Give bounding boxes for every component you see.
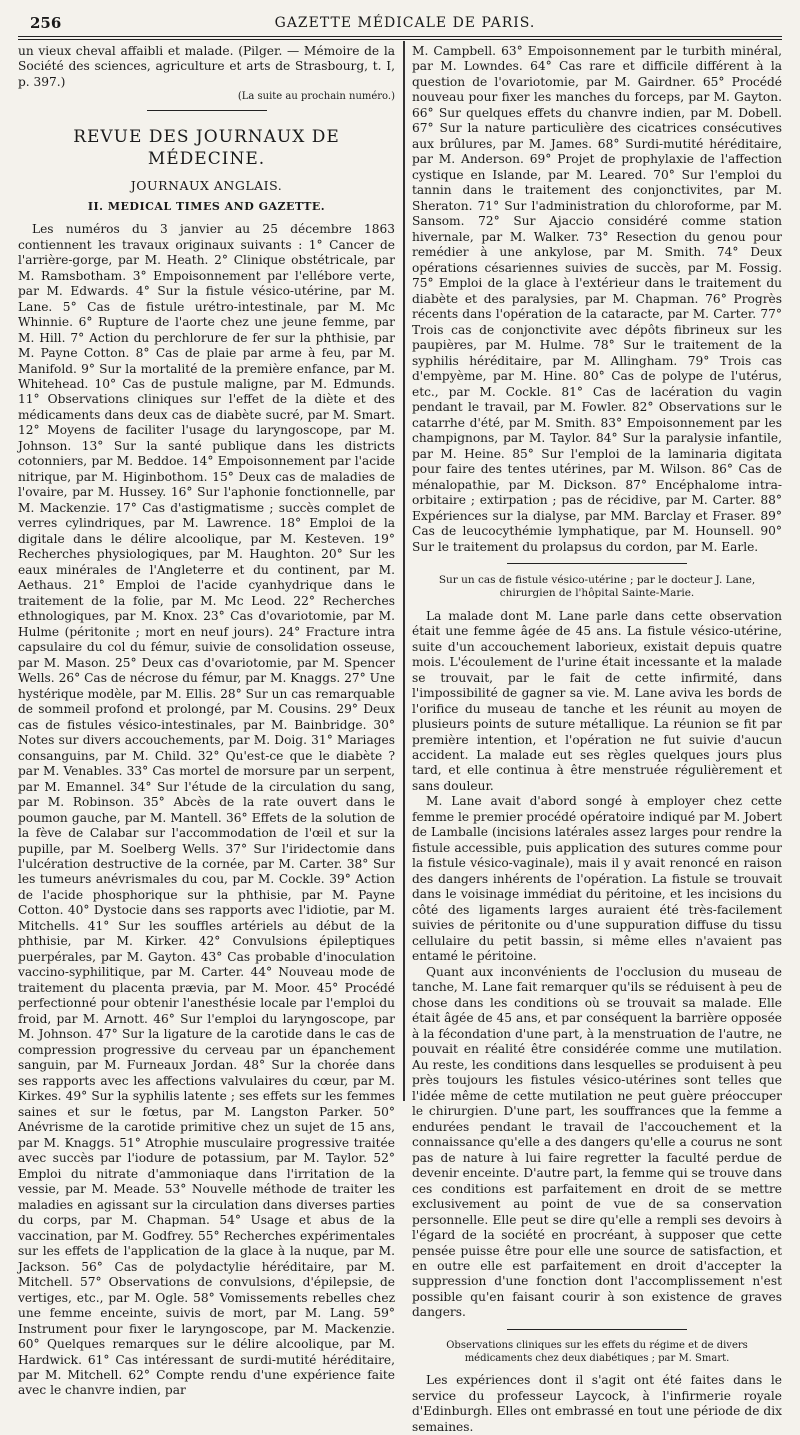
section-rule: [147, 110, 267, 111]
header-rule-secondary: [18, 39, 782, 40]
article-list-paragraph: Les numéros du 3 janvier au 25 décembre 1863 contiennent les travaux originaux suivants : 1° Cancer de l'arrière-gorge, par M. Heath. 2° Clinique obstétricale, par M. Ramsbotham. 3° Empoisonnement par l'ellébore verte, par M. Edwards. 4° Sur la fistule vésico-utérine, par M. Lane. 5° Cas de fistule urétro-intestinale, par M. Mc Whinnie. 6° Rupture de l'aorte chez une jeune femme, par M. Hill. 7° Action du perchlorure de fer sur la phthisie, par M. Payne Cotton. 8° Cas de plaie par arme à feu, par M. Manifold. 9° Sur la mortalité de la première enfance, par M. Whitehead. 10° Cas de pustule maligne, par M. Edmunds. 11° Observations cliniques sur l'effet de la diète et des médicaments dans deux cas de diabète sucré, par M. Smart. 12° Moyens de faciliter l'usage du laryngoscope, par M. Johnson. 13° Sur la santé publique dans les districts cotonniers, par M. Beddoe. 14° Empoisonnement par l'acide nitrique, par M. Higinbothom. 15° Deux cas de maladies de l'ovaire, par M. Hussey. 16° Sur l'aphonie fonctionnelle, par M. Mackenzie. 17° Cas d'astigmatisme ; succès complet de verres cylindriques, par M. Lawrence. 18° Emploi de la digitale dans le délire alcoolique, par M. Kesteven. 19° Recherches physiologiques, par M. Haughton. 20° Sur les eaux minérales de l'Angleterre et du continent, par M. Aethaus. 21° Emploi de l'acide cyanhydrique dans le traitement de la folie, par M. Mc Leod. 22° Recherches ethnologiques, par M. Knox. 23° Cas d'ovariotomie, par M. Hulme (péritonite ; mort en neuf jours). 24° Fracture intra capsulaire du col du fémur, suivie de consolidation osseuse, par M. Mason. 25° Deux cas d'ovariotomie, par M. Spencer Wells. 26° Cas de nécrose du fémur, par M. Knaggs. 27° Une hystérique modèle, par M. Ellis. 28° Sur un cas remarquable de sommeil profond et prolongé, par M. Cousins. 29° Deux cas de fistules vésico-intestinales, par M. Bainbridge. 30° Notes sur divers accouchements, par M. Doig. 31° Mariages consanguins, par M. Child. 32° Qu'est-ce que le diabète ? par M. Venables. 33° Cas mortel de morsure par un serpent, par M. Emannel. 34° Sur l'étude de la circulation du sang, par M. Robinson. 35° Abcès de la rate ouvert dans le poumon gauche, par M. Mantell. 36° Effets de la solution de la fève de Calabar sur l'accommodation de l'œil et sur la pupille, par M. Soelberg Wells. 37° Sur l'iridectomie dans l'ulcération destructive de la cornée, par M. Carter. 38° Sur les tumeurs anévrismales du cou, par M. Cockle. 39° Action de l'acide phosphorique sur la phthisie, par M. Payne Cotton. 40° Dystocie dans ses rapports avec l'idiotie, par M. Mitchells. 41° Sur les souffles artériels au début de la phthisie, par M. Kirker. 42° Convulsions épileptiques puerpérales, par M. Gayton. 43° Cas probable d'inoculation vaccino-syphilitique, par M. Carter. 44° Nouveau mode de traitement du placenta prævia, par M. Moor. 45° Procédé perfectionné pour obtenir l'anesthésie locale par l'emploi du froid, par M. Arnott. 46° Sur l'emploi du laryngoscope, par M. Johnson. 47° Sur la ligature de la carotide dans le cas de compression progressive du cerveau par un épanchement sanguin, par M. Furneaux Jordan. 48° Sur la chorée dans ses rapports avec les affections valvulaires du cœur, par M. Kirkes. 49° Sur la syphilis latente ; ses effets sur les femmes saines et sur le fœtus, par M. Langston Parker. 50° Anévrisme de la carotide primitive chez un sujet de 15 ans, par M. Knaggs. 51° Atrophie musculaire progressive traitée avec succès par l'iodure de potassium, par M. Taylor. 52° Emploi du nitrate d'ammoniaque dans l'irritation de la vessie, par M. Meade. 53° Nouvelle méthode de traiter les maladies en agissant sur la circulation dans diverses parties du corps, par M. Chapman. 54° Usage et abus de la vaccination, par M. Godfrey. 55° Recherches expérimentales sur les effets de l'application de la glace à la nuque, par M. Jackson. 56° Cas de polydactylie héréditaire, par M. Mitchell. 57° Observations de convulsions, d'épilepsie, de vertiges, etc., par M. Ogle. 58° Vomissements rebelles chez une femme enceinte, suivis de mort, par M. Lang. 59° Instrument pour fixer le laryngoscope, par M. Mackenzie. 60° Quelques remarques sur le délire alcoolique, par M. Hardwick. 61° Cas intéressant de surdi-mutité héréditaire, par M. Mitchell. 62° Compte rendu d'une expérience faite avec le chanvre indien, par: [18, 222, 395, 1398]
continuation-note: (La suite au prochain numéro.): [237, 91, 395, 103]
article-paragraph: La malade dont M. Lane parle dans cette observation était une femme âgée de 45 ans. La fistule vésico-utérine, suite d'un accouchement laborieux, existait depuis quatre mois. L'écoulement de l'urine était incessante et la malade se trouvait, par le fait de cette infirmité, dans l'impossibilité de gagner sa vie. M. Lane aviva les bords de l'orifice du museau de tanche et les réunit au moyen de plusieurs points de suture métallique. La réunion se fit par première intention, et l'opération ne fut suivie d'aucun accident. La malade eut ses règles quelques jours plus tard, et elle continua à être menstruée régulièrement et sans douleur.: [412, 608, 782, 793]
journal-heading: II. MEDICAL TIMES AND GAZETTE.: [87, 200, 326, 214]
page-number: 256: [30, 14, 62, 32]
article-paragraph: Quant aux inconvénients de l'occlusion du museau de tanche, M. Lane fait remarquer qu'ils se réduisent à peu de chose dans les conditions où se trouvait sa malade. Elle était âgée de 45 ans, et par conséquent la barrière opposée à la fécondation d'une part, à la menstruation de l'autre, ne pouvait en réalité être considérée comme une mutilation. Au reste, les conditions dans lesquelles se produisent à peu près toujours les fistules vésico-utérines sont telles que l'idée même de cette mutilation ne peut guère préoccuper le chirurgien. D'une part, les souffrances que la femme a endurées pendant le travail de l'accouchement et la connaissance qu'elle a des dangers qu'elle a courus ne sont pas de nature à lui faire regretter la faculté perdue de devenir enceinte. D'autre part, la femme qui se trouve dans ces conditions est parfaitement en droit de se mettre exclusivement au point de vue de sa conservation personnelle. Elle peut se dire qu'elle a rempli ses devoirs à l'égard de la société en procréant, à supposer que cette pensée puisse être pour elle une source de satisfaction, et en outre elle est parfaitement en droit d'accepter la suppression d'une fonction dont l'accomplissement n'est possible qu'en faisant courir à son existence de graves dangers.: [412, 964, 782, 1320]
running-title: GAZETTE MÉDICALE DE PARIS.: [274, 15, 536, 31]
column-divider: [403, 41, 405, 1101]
continued-text: un vieux cheval affaibli et malade. (Pilger. — Mémoire de la Société des sciences, agriculture et arts de Strasbourg, t. I, p. 397.): [18, 44, 395, 89]
right-column: [412, 44, 782, 1434]
article-rule: [507, 1329, 687, 1330]
article-paragraph: M. Lane avait d'abord songé à employer chez cette femme le premier procédé opératoire indiqué par M. Jobert de Lamballe (incisions latérales assez larges pour rendre la fistule accessible, puis application des sutures comme pour la fistule vésico-vaginale), mais il y avait renoncé en raison des dangers inhérents de l'opération. La fistule se trouvait dans le voisinage immédiat du péritoine, et les incisions du côté des ligaments larges auraient été très-facilement suivies de péritonite ou d'une suppuration diffuse du tissu cellulaire du petit bassin, si même elles n'avaient pas entamé le péritoine.: [412, 794, 782, 964]
section-title: REVUE DES JOURNAUX DE MÉDECINE.: [73, 127, 340, 169]
article-paragraph: Les expériences dont il s'agit ont été faites dans le service du professeur Laycock, à l'infirmerie royale d'Edinburgh. Elles ont embrassé en tout une période de dix semaines.: [412, 1373, 782, 1434]
article-rule: [507, 563, 687, 564]
article-list-continued: M. Campbell. 63° Empoisonnement par le turbith minéral, par M. Lowndes. 64° Cas rare et difficile différent à la question de l'ovariotomie, par M. Gairdner. 65° Procédé nouveau pour fixer les manches du forceps, par M. Gayton. 66° Sur quelques effets du chanvre indien, par M. Dobell. 67° Sur la nature particulière des cicatrices consécutives aux brûlures, par M. James. 68° Surdi-mutité héréditaire, par M. Anderson. 69° Projet de prophylaxie de l'affection cystique en Islande, par M. Leared. 70° Sur l'emploi du tannin dans le traitement des conjonctivites, par M. Sheraton. 71° Sur l'administration du chloroforme, par M. Sansom. 72° Sur Ajaccio considéré comme station hivernale, par M. Walker. 73° Resection du genou pour remédier à une ankylose, par M. Smith. 74° Deux opérations césariennes suivies de succès, par M. Fossig. 75° Emploi de la glace à l'extérieur dans le traitement du diabète et des paralysies, par M. Chapman. 76° Progrès récents dans l'opération de la cataracte, par M. Carter. 77° Trois cas de conjonctivite avec dépôts fibrineux sur les paupières, par M. Hulme. 78° Sur le traitement de la syphilis héréditaire, par M. Allingham. 79° Trois cas d'empyème, par M. Hine. 80° Cas de polype de l'utérus, etc., par M. Cockle. 81° Cas de lacération du vagin pendant le travail, par M. Fowler. 82° Observations sur le catarrhe d'été, par M. Smith. 83° Empoisonnement par les champignons, par M. Taylor. 84° Sur la paralysie infantile, par M. Heine. 85° Sur l'emploi de la laminaria digitata pour faire des tentes utérines, par M. Wilson. 86° Cas de ménalopathie, par M. Dickson. 87° Encéphalome intra-orbitaire ; extirpation ; pas de récidive, par M. Carter. 88° Expériences sur la dialyse, par MM. Barclay et Fraser. 89° Cas de leucocythémie lymphatique, par M. Hounsell. 90° Sur le traitement du prolapsus du cordon, par M. Earle.: [412, 44, 782, 554]
article-heading: Sur un cas de fistule vésico-utérine ; par le docteur J. Lane, chirurgien de l'hôpital Sainte-Marie.: [438, 573, 756, 600]
article-heading: Observations cliniques sur les effets du régime et de divers médicaments chez deux diabétiques ; par M. Smart.: [446, 1339, 748, 1364]
page-header: [30, 14, 780, 38]
left-column: [18, 44, 395, 1398]
header-rule: [18, 36, 782, 37]
subsection-title: JOURNAUX ANGLAIS.: [130, 178, 283, 194]
